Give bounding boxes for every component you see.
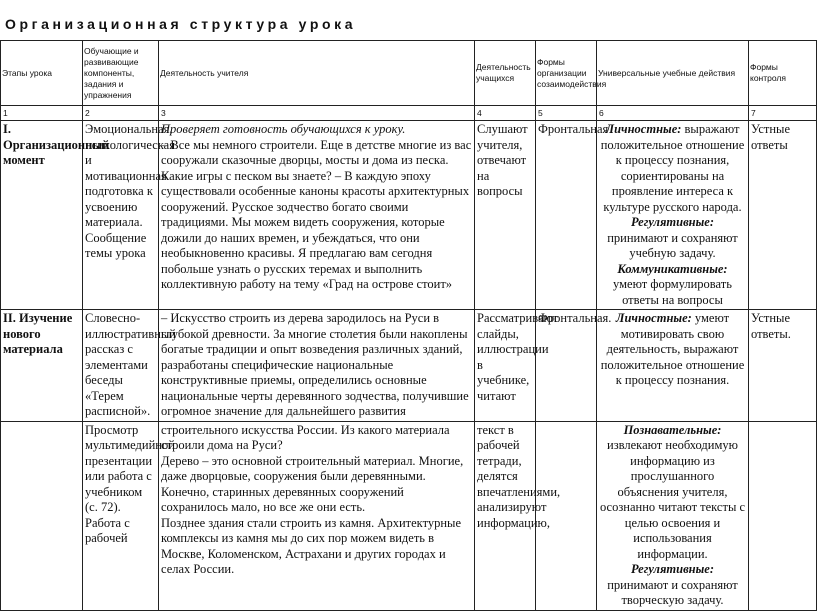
header-forms: Формы организации созаимодействия — [536, 41, 597, 106]
uud-personal-label: Личностные: — [615, 311, 692, 325]
students-cell: текст в рабочей тетради, делятся впечатлениями, анализируют информацию, — [475, 421, 536, 610]
col-number: 6 — [597, 106, 749, 121]
stage-cell: I. Организационный момент — [1, 121, 83, 310]
col-number: 5 — [536, 106, 597, 121]
control-cell — [749, 421, 817, 610]
components-cell: Эмоциональная, психологическая и мотивационная подготовка к усвоению материала. Сообщение темы урока — [83, 121, 159, 310]
teacher-cell — [159, 121, 475, 310]
teacher-paragraph: Позднее здания стали строить из камня. Архитектурные комплексы из камня мы до сих пор можем видеть в Москве, Коломенском, Астрахани и других городах и селах России. — [161, 515, 461, 576]
table-row — [1, 121, 817, 310]
header-control: Формы контроля — [749, 41, 817, 106]
uud-regulative-label: Регулятивные: — [631, 562, 714, 576]
header-students: Деятельность учащихся — [475, 41, 536, 106]
uud-personal-label: Личностные: — [605, 122, 682, 136]
uud-cell — [597, 421, 749, 610]
uud-cell — [597, 310, 749, 422]
stage-cell — [1, 421, 83, 610]
uud-cognitive-label: Познавательные: — [623, 422, 722, 437]
table-row — [1, 310, 817, 422]
components-cell: Просмотр мультимедийной презентации или работа с учебником (с. 72). Работа с рабочей — [83, 421, 159, 610]
header-stages: Этапы урока — [1, 41, 83, 106]
students-cell: Слушают учителя, отвечают на вопросы — [475, 121, 536, 310]
forms-cell: Фронтальная — [536, 121, 597, 310]
teacher-paragraph: строительного искусства России. Из какого материала строили дома на Руси? — [161, 422, 450, 452]
header-teacher: Деятельность учителя — [159, 41, 475, 106]
header-components: Обучающие и развивающие компоненты, задания и упражнения — [83, 41, 159, 106]
col-number: 7 — [749, 106, 817, 121]
header-row — [1, 41, 817, 106]
header-uud: Универсальные учебные действия — [597, 41, 749, 106]
page-title: Организационная структура урока — [5, 16, 357, 32]
lesson-structure-table — [0, 40, 817, 611]
column-number-row — [1, 106, 817, 121]
uud-communicative-label: Коммуникативные: — [617, 261, 728, 276]
uud-regulative-text: принимают и сохраняют творческую задачу. — [607, 577, 738, 607]
uud-personal-text: умеют мотивировать свою деятельность, выражают положительное отношение к процессу познания. — [600, 311, 745, 387]
col-number: 1 — [1, 106, 83, 121]
teacher-paragraph: Дерево – это основной строительный материал. Многие, даже дворцовые, сооружения были деревянными. Конечно, старинных деревянных сооружений сохранилось мало, но все же они есть. — [161, 453, 464, 514]
col-number: 3 — [159, 106, 475, 121]
teacher-cell: – Искусство строить из дерева зародилось на Руси в глубокой древности. За многие столетия были накоплены богатые традиции и опыт возведения различных зданий, разработаны специфические национальные конструктивные приемы, определились основные национальные черты деревянного зодчества, получившие огромное значение для дальнейшего развития — [159, 310, 475, 422]
table-row — [1, 421, 817, 610]
control-cell: Устные ответы. — [749, 310, 817, 422]
col-number: 2 — [83, 106, 159, 121]
uud-regulative-text: принимают и сохраняют учебную задачу. — [607, 230, 738, 260]
students-cell: Рассматривают слайды, иллюстрации в учебнике, читают — [475, 310, 536, 422]
forms-cell: Фронтальная. — [536, 310, 597, 422]
uud-personal-text: выражают положительное отношение к процессу познания, сориентированы на проявление интереса к культуре русского народа. — [600, 122, 745, 214]
uud-regulative-label: Регулятивные: — [631, 215, 714, 229]
col-number: 4 — [475, 106, 536, 121]
control-cell: Устные ответы — [749, 121, 817, 310]
teacher-intro: Проверяет готовность обучающихся к уроку. — [161, 122, 406, 136]
teacher-cell — [159, 421, 475, 610]
teacher-text: – Все мы немного строители. Еще в детстве многие из вас сооружали сказочные дворцы, мосты и дома из песка. Какие игры с песком вы знаете? – В каждую эпоху существовали особенные каноны красоты архитектурных сооружений. Русское зодчество богато своими традициями. Мы можем видеть сооружения, которые дожили до наших времен, и убеждаться, что они необыкновенно красивы. Я предлагаю вам сегодня побольше узнать о русских теремах и выполнить коллективную работу на тему «Град на острове стоит» — [161, 137, 472, 291]
components-cell: Словесно-иллюстративный рассказ с элементами беседы «Терем расписной». — [83, 310, 159, 422]
uud-cognitive-text: извлекают необходимую информацию из прослушанного объяснения учителя, осознанно читают тексты с целью освоения и использования информации. — [599, 438, 746, 561]
stage-cell: II. Изучение нового материала — [1, 310, 83, 422]
uud-cell — [597, 121, 749, 310]
uud-communicative-text: умеют формулировать ответы на вопросы — [613, 277, 732, 307]
